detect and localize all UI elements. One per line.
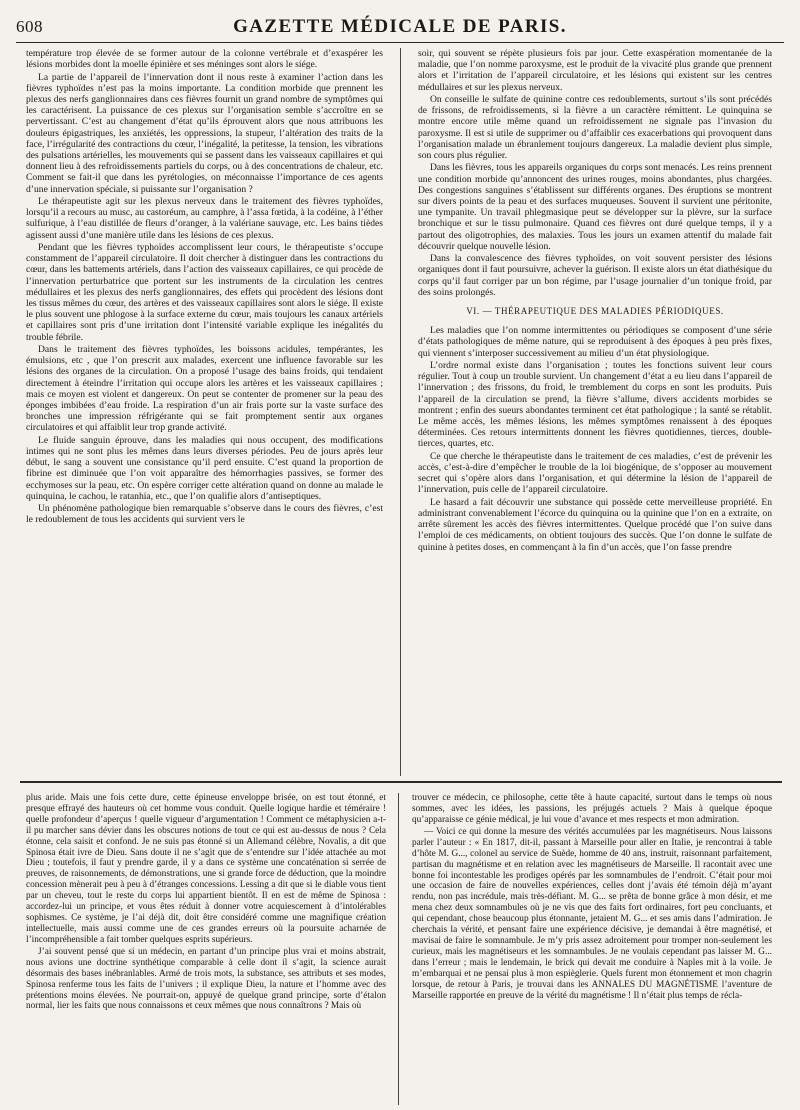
paragraph: — Voici ce qui donne la mesure des vérités accumulées par les magnétiseurs. Nous laissons parler l’auteur : « En 1817, dit-il, passant à Marseille pour aller en Italie, je rencontrai à table d’hôte M. G..., colonel au service de Suède, homme de 40 ans, instruit, raisonnant parfaitement, partisan du magnétisme et en relation avec les magnétiseurs de Marseille. Il racontait avec une bonne foi incontestable les prodiges opérés par les somnambules de l’endroit. C’était pour moi une occasion de faire de nouvelles expériences, celles dont j’avais été témoin déjà m’ayant rendu, non pas incrédule, mais très-défiant. M. G... se prêta de bonne grâce à mon désir, et me mena chez deux somnambules où je ne vis que des faits fort ordinaires, fort peu concluants, et qui cependant, chose beaucoup plus étonnante, jetaient M. G... et ses amis dans l’admiration. Je cherchais la vérité, et pensant faire une expérience décisive, je demandai à être magnétisé, et mavisai de faire le somnambule. Je m’y pris assez adroitement pour tromper non-seulement les curieux, mais les magnétiseurs et les somnambules. Je ne voulais cependant pas laisser M. G... dans l’erreur ; mais le lendemain, le brick qui devait me conduire à Naples mit à la voile. Je m’embarquai et ne pensai plus à mon espièglerie. Quels furent mon étonnement et mon chagrin lorsque, de retour à Paris, je trouvai dans les ANNALES DU MAGNÉTISME l’aventure de Marseille rapportée en preuve de la vérité du magnétisme ! Il n’était plus temps de récla- [412, 826, 772, 1001]
paragraph: Un phénomène pathologique bien remarquable s’observe dans le cours des fièvres, c’est le redoublement de tous les accidents qui survient vers le [26, 503, 383, 526]
paragraph: température trop élevée de se former autour de la colonne vertébrale et d’exaspérer les lésions morbides dont la moelle épinière et ses méninges sont alors le siége. [26, 48, 383, 71]
bottom-right-column [412, 793, 772, 1105]
journal-title: GAZETTE MÉDICALE DE PARIS. [233, 16, 567, 37]
top-left-column [26, 48, 383, 770]
paragraph: La partie de l’appareil de l’innervation dont il nous reste à examiner l’action dans les fièvres typhoïdes n’est pas la moins importante. La condition morbide que prennent les plexus des nerfs ganglionnaires dans ces fièvres fournit un grand nombre de symptômes qui les caractérisent. La puissance de ces plexus sur l’organisation semble s’accroître en se pervertissant. C’est au changement d’état qu’ils éprouvent alors que nous attribuons les douleurs épigastriques, les anxiétés, les oppressions, la stupeur, l’altération des traits de la face, l’irrégularité des contractions du cœur, l’inégalité, la petitesse, la tension, les vibrations des pulsations artérielles, les mouvements qui se passent dans les vaisseaux capillaires et qui donnent lieu à des refroidissements partiels du corps, ou à des concentrations de chaleur, etc. Comment se fait-il que dans les pyrétologies, on méconnaisse l’importance de ces agents d’une innervation spéciale, si puissante sur l’organisation ? [26, 71, 383, 195]
paragraph: plus aride. Mais une fois cette dure, cette épineuse enveloppe brisée, on est tout étonné, et presque effrayé des hauteurs où cet homme vous conduit. Quelle logique hardie et téméraire ! quelle profondeur d’aperçus ! quelle vigueur d’argumentation ! Comment ce métaphysicien a-t-il pu marcher sans dévier dans les obscures notions de tout ce qui est au-dessus de nous ? Cela étonne, cela saisit et confond. Je ne suis pas étonné si un Allemand célèbre, Novalis, a dit que Spinosa était ivre de Dieu. Sans doute il ne s’agit que de s’entendre sur l’idée attachée au mot Dieu ; toutefois, il faut y prendre garde, il y a dans ce système une concaténation si serrée de preuves, de raisonnements, de démonstrations, une si grande force de déduction, que la moindre concession mènerait peu à peu à d’étranges concessions. Lessing a dit que si le diable vous tient par un cheveu, tout le reste du corps lui appartient bientôt. Il en est de même de Spinosa : accordez-lui un principe, et vous êtes réduit à donner votre acquiescement à d’intolérables sophismes. Ce système, je l’ai déjà dit, doit être considéré comme une magnifique création intellectuelle, mais aussi comme une de ces grandes erreurs où la poursuite acharnée de l’incompréhensible a fait tomber quelques esprits supérieurs. [26, 793, 386, 945]
top-right-column [418, 48, 772, 776]
paragraph: Les maladies que l’on nomme intermittentes ou périodiques se composent d’une série d’états pathologiques de même nature, qui se reproduisent à des époques à peu près fixes, qui viennent s’interposer successivement au milieu d’un état physiologique. [418, 325, 772, 359]
paragraph: trouver ce médecin, ce philosophe, cette tête à haute capacité, surtout dans le temps où nous sommes, avec les idées, les passions, les préjugés actuels ? Mais à quelque époque qu’apparaisse ce génie médical, je lui voue d’avance et mes respects et mon admiration. [412, 793, 772, 825]
paragraph: soir, qui souvent se répète plusieurs fois par jour. Cette exaspération momentanée de la maladie, que l’on nomme paroxysme, est le produit de la vivacité plus grande que prennent alors et l’irritation de l’appareil circulatoire, et les lésions qui existent sur les centres médullaires et sur les plexus nerveux. [418, 48, 772, 93]
page-number: 608 [16, 17, 43, 36]
paragraph: L’ordre normal existe dans l’organisation ; toutes les fonctions suivent leur cours régulier. Tout à coup un trouble survient. Un changement d’état a eu lieu dans l’appareil de l’innervation ; des frissons, du froid, le tremblement du corps en sont les produits. Puis l’appareil de la circulation se prend, la fièvre s’allume, divers accidents morbides se montrent ; enfin des sueurs abondantes terminent cet état pathologique ; la santé se rétablit. Le même accès, les mêmes lésions, les mêmes symptômes renaissent à des époques déterminées. Ces retours intermittents donnent les fièvres quotidiennes, tierces, double-tierces, quartes, etc. [418, 360, 772, 450]
section-divider [20, 781, 782, 783]
paragraph: Dans la convalescence des fièvres typhoïdes, on voit souvent persister des lésions organiques dont il faut poursuivre, achever la guérison. Il existe alors un état diathésique du corps qu’il faut corriger par un bon régime, par l’usage journalier d’un tonique froid, par des soins prolongés. [418, 253, 772, 298]
page-header [16, 8, 784, 43]
bottom-left-column [26, 793, 386, 1105]
paragraph: Dans les fièvres, tous les appareils organiques du corps sont menacés. Les reins prennent une condition morbide qu’annoncent des urines rouges, moins abondantes, plus chargées. Des congestions sanguines s’établissent sur différents organes. Des éruptions se montrent sur divers points de la peau et des surfaces muqueuses. Souvent il survient une péritonite, une tympanite. Un travail phlegmasique peut se développer sur la plèvre, sur la surface bronchique et sur le tissu pulmonaire. Quand ces fièvres ont duré quelque temps, il y a partout des oligotrophies, des malaxies. Tous les jours un examen attentif du malade fait découvrir quelque nouvelle lésion. [418, 162, 772, 252]
paragraph: J’ai souvent pensé que si un médecin, en partant d’un principe plus vrai et moins abstrait, nous avions une doctrine synthétique comparable à celle dont il s’agit, la science aurait désormais des bases inébranlables. Armé de trois mots, la substance, ses attributs et ses modes, Spinosa renferme tous les faits de l’univers ; il explique Dieu, la nature et l’homme avec des prétentions moins élevées. Ne pourrait-on, appuyé de quelque grand principe, sorte d’étalon normal, lier les faits que nous connaissons et ceux mêmes que nous connaîtrons ? Mais où [26, 946, 386, 1012]
paragraph: Dans le traitement des fièvres typhoïdes, les boissons acidules, tempérantes, les émulsions, etc , que l’on prescrit aux malades, exercent une influence favorable sur les lésions des organes de la circulation. On a proposé l’usage des bains froids, qui tendaient directement à éteindre l’irritation qui occupe alors les artères et les vaisseaux capillaires ; mais ce moyen est violent et dangereux. On peut se contenter de promener sur la peau des éponges imbibées d’eau froide. La respiration d’un air frais porte sur la vaste surface des bronches une impression réfrigérante qui se fait promptement sentir aux organes circulatoires et qui affaiblit leur trop grande activité. [26, 344, 383, 434]
paragraph: On conseille le sulfate de quinine contre ces redoublements, surtout s’ils sont précédés de frissons, de refroidissements, si la fièvre a un caractère rémittent. Le quinquina se montre encore utile même quand un refroidissement ne signale pas l’invasion du paroxysme. Il est si utile de supprimer ou d’affaiblir ces exacerbations qui provoquent dans l’organisation malade un ébranlement toujours dangereux. La maladie devient plus simple, son cours plus régulier. [418, 94, 772, 162]
paragraph: Le hasard a fait découvrir une substance qui possède cette merveilleuse propriété. En administrant convenablement l’écorce du quinquina ou la quinine que l’on en a extraite, on arrête sûrement les accès des fièvres intermittentes. Quelque procédé que l’on suive dans l’emploi de ces médicaments, on obtient toujours des succès. Que l’on donne le sulfate de quinine à petites doses, en commençant à la fin d’un accès, que l’on fasse prendre [418, 496, 772, 553]
paragraph: Le fluide sanguin éprouve, dans les maladies qui nous occupent, des modifications intimes qui ne sont plus les mêmes dans leurs diverses périodes. Peu de jours après leur début, le sang a souvent une consistance qu’il perd ensuite. C’est quand la proportion de fibrine est diminuée que l’on voit apparaître des hémorrhagies passives, se former des ecchymoses sur la peau, etc. On espère corriger cette altération quand on donne au malade le quinquina, le cachou, le ratanhia, etc., que l’on qualifie alors d’antiseptiques. [26, 434, 383, 502]
paragraph: Le thérapeutiste agit sur les plexus nerveux dans le traitement des fièvres typhoïdes, lorsqu’il a recours au musc, au castoréum, au camphre, à l’assa fœtida, à la codéine, à l’éther sulfurique, à l’eau distillée de fleurs d’oranger, à la valériane sauvage, etc. Les bains tièdes agissent aussi d’une manière utile dans les lésions de ces plexus. [26, 196, 383, 241]
paragraph: Pendant que les fièvres typhoïdes accomplissent leur cours, le thérapeutiste s’occupe constamment de l’appareil circulatoire. Il doit chercher à distinguer dans les contractions du cœur, dans les battements artériels, dans l’action des vaisseaux capillaires, ce qui procède de l’innervation perturbatrice que portent sur les instruments de la circulation les centres médullaires et les plexus des nerfs ganglionnaires, des effets qui procèdent des lésions dont les tissus mêmes du cœur, des artères et des vaisseaux capillaires sont alors le siége. Il existe le plus souvent une phlogose à la surface externe du cœur, mais toujours les canaux artériels et capillaires sont pris d’une irritation dont l’intensité variable explique les inégalités du trouble fébrile. [26, 242, 383, 343]
paragraph: Ce que cherche le thérapeutiste dans le traitement de ces maladies, c’est de prévenir les accès, c’est-à-dire d’empêcher le trouble de la loi biogénique, de s’opposer au mouvement secret qui s’opère alors dans l’organisation, et qui détermine la lésion de l’appareil de l’innervation, puis celle de l’appareil circulatoire. [418, 450, 772, 496]
column-divider [398, 793, 399, 1105]
section-heading: VI. — THÉRAPEUTIQUE DES MALADIES PÉRIODIQUES. [466, 306, 724, 317]
column-divider [400, 48, 401, 776]
